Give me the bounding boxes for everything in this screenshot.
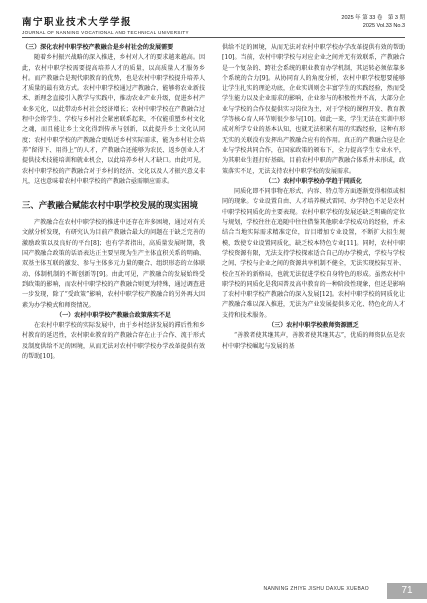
paragraph: 产教融合在农村中职学校的推进中还存在许多困境，通过对有关文献分析发现，有研究认为目前产教融合最大的问题在于缺乏完善的激励政策以及良好的平台[8]；也有学者指出，高质量发展时期，我国产教融合政策的话语表达正主要呈现为生产主体直积关系的明确、双基主体互联的激发、参与主体多元力量的聚合、组织形态的立体联动、体制机制的不断创新等[9]。由此可见，产教融合的发展始终受到政策的影响，而农村中职学校的产教融合则更为特殊，通过调查进一步发现，除了“受政策”影响，农村中职学校产教融合的另外再大因素为办学模式和师资情况。	[22, 219, 205, 309]
subsection-heading: （三）农村中职学校教师资源匮乏	[268, 322, 359, 330]
right-column	[222, 43, 405, 352]
paragraph: 在农村中职学校的实际发展中，由于乡村经济发展的滞后性和乡村教育的延迟性，农村职业教育的产教融合存在止于合作、流于形式及制度供给不足的困境，从而无法对农村中职学校办学改革提供有效的帮助[10]。	[22, 322, 205, 361]
journal-title-en: JOURNAL OF NANNING VOCATIONAL AND TECHNICAL UNIVERSITY	[22, 30, 189, 35]
paragraph: 同质化即不同事物在形式、内容、特点等方面逐渐变得相似或相同的现象。专业设置自由、人才培养模式雷同、办学特色不足是农村中职学校同质化的主要表现。农村中职学校的发展还缺乏明确的定位与规划，学校往往在追随中往往借鉴其他职业学校成功的经验，并未结合当地实际需求精准定位，盲目增加专业设置，不断扩大招生规模，致使专业设置同质化，缺乏校本特色专业[11]。同时，农村中职学校资源有限，无法支持学校探索适合自己的办学模式，学校与学校之间、学校与企业之间的资源共享机制不健全，无法实现校际互补、校企互补的新格局，也就无法促进学校自身特色的形成。虽然农村中职学校的同质化是我国普及高中教育的一种阶段性现象，但还是影响了农村中职学校产教融合的深入发展[12]。农村中职学校的同质化让产教融合难以深入推进，无法为产业发展提供多元化、特色化的人才支持和技术服务。	[222, 188, 405, 319]
left-column	[22, 43, 205, 362]
journal-header-right	[341, 14, 405, 30]
journal-title: 南宁职业技术大学学报	[22, 17, 133, 28]
section-heading: 三、产教融合赋能农村中职学校发展的现实困境	[22, 200, 198, 211]
issue-cn: 2025 年 第 33 卷 第 3 期	[341, 15, 405, 21]
paragraph: 供给不足的困境，从而无法对农村中职学校办学改革提供有效的帮助[10]。当前，农村中职学校与对应企业之间并无有效联系，产教融合是一个复杂的、跨社会系统的职业教育办学机制，其运转必须依靠多个系统的合力[9]。从协同育人的角度分析，农村中职学校想要能够让学生扎实的理论功底，企业实训则会丰富学生的实践经验，然而受学生能力以及企业需求的影响，企业参与的积极性并不高，大部分企业与学校的合作仅提供实习岗位为主，对于学校的课程开发、教育教学等核心育人环节则很少参与[10]。如此一来，学生无法在实训中形成对所学专业的基本认知，也就无法积累有用的实践经验，这种有形无实的关联没有发挥出产教融合应有的作用。真正的产教融合应是企业与学校共同合作，在国家政策的颁布下，全力提高学生专业水平，为其职业生涯打好基础。目前农村中职的产教融合体系并未形成，政策落实不足，无法支持农村中职学校的发展需求。	[222, 44, 405, 175]
footer-journal-pinyin: NANNING ZHIYE JISHU DAXUE XUEBAO	[263, 586, 369, 592]
subsection-heading: （三）深化农村中职学校产教融合是乡村社会的发展需要	[22, 44, 174, 51]
issue-en: 2025 Vol.33 No.3	[362, 23, 405, 29]
paragraph: 随着乡村振兴战略的深入推进，乡村对人才的要求越来越高。因此，农村中职学校需要提高培养人才的质量，以高质量人才服务乡村。而产教融合是现代职教育的优势，也是农村中职学校提升培养人才质量的最有效方式。农村中职学校通过产教融合，能够将农业新技术、新理念直接引入教学与实践中，推动农业产业升级，促进乡村产业多元化，以此带动乡村社会经济增长；农村中职学校在产教融合过程中会将学生、学校与乡村社会紧密联系起来，不仅能重塑乡村文化之魂，而且能让乡土文化得到传承与创新，以此提升乡土文化认同度；农村中职学校的产教融合更贴近乡村实际需求，能为乡村社会培养“留得下、用得上”的人才，产教融合还能够为农民、返乡创业人才提供技术技能培训和就业机会，以此培养乡村人才缺口。由此可见，农村中职学校的产教融合对于乡村的经济、文化以及人才振兴意义非凡，这也意味着农村中职学校的产教融合亟需顺应需求。	[22, 54, 205, 185]
header-rule	[22, 37, 405, 38]
journal-header-left	[22, 14, 189, 35]
paragraph: “善教者使其继其声，善教者使其继其志”，优质的师资队伍是农村中职学校崛起与发展的基	[222, 332, 405, 350]
page-number: 71	[387, 583, 427, 599]
subsection-heading: （二）农村中职学校办学趋于同质化	[265, 177, 362, 185]
subsection-heading: （一）农村中职学校产教融合政策落实不足	[56, 311, 171, 319]
